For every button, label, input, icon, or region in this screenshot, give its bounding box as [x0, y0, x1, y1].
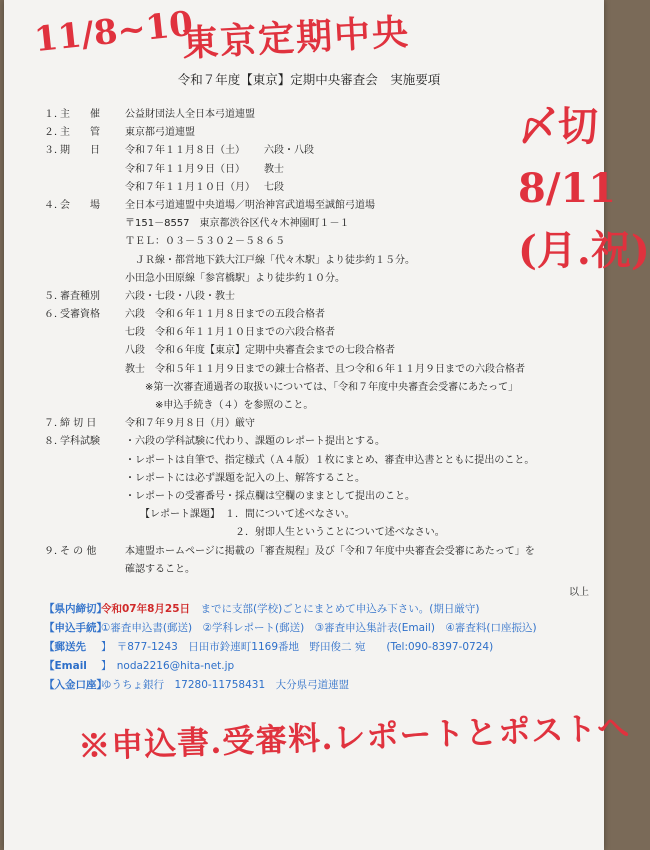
info-label: 【Email [44, 660, 87, 672]
item-value-secondary: 教士 [264, 163, 284, 175]
item-value: ＪＲ線・都営地下鉄大江戸線「代々木駅」より徒歩約１５分。 [125, 254, 415, 266]
handwritten-title: 東京定期中央 [181, 11, 412, 65]
item-value: 令和７年１１月８日（土） [125, 145, 245, 157]
item-value: 教士 令和５年１１月９日までの錬士合格者、且つ令和６年１１月９日までの六段合格者 [125, 363, 525, 375]
handwritten-note: ※申込書.受審料.レポートとポストへ [77, 708, 631, 766]
closing-mark: 以上 [569, 587, 589, 598]
item-value: 令和７年１１月１０日（月） [125, 181, 255, 193]
item-value: 公益財団法人全日本弓道連盟 [125, 109, 255, 120]
item-number: ２． [44, 127, 64, 139]
info-label: 【申込手続】 [44, 622, 107, 634]
item-number: ３． [44, 145, 64, 157]
info-value [101, 600, 479, 619]
item-label: 受審資格 [60, 309, 100, 321]
item-number: ６． [44, 309, 64, 321]
item-value: ・六段の学科試験に代わり、課題のレポート提出とする。 [125, 436, 385, 448]
item-value: 六段・七段・八段・教士 [125, 290, 235, 302]
item-number: ９． [44, 545, 64, 557]
document-page [4, 0, 650, 850]
item-number: １． [44, 109, 64, 120]
item-label: 会 場 [60, 199, 100, 211]
item-value-secondary: 七段 [264, 181, 284, 193]
item-label: 審査種別 [60, 290, 100, 302]
item-value: ＴＥＬ：０３－５３０２－５８６５ [125, 236, 285, 248]
item-number: ７． [44, 418, 64, 430]
info-value: 】 noda2216@hita-net.jp [101, 660, 235, 672]
info-label: 【入金口座】 [44, 679, 107, 691]
deadline-note: までに支部(学校)ごとにまとめて申込み下さい。(期日厳守) [190, 603, 480, 615]
item-value: 〒151－8557 東京都渋谷区代々木神園町１－１ [125, 218, 350, 230]
item-value: 【レポート課題】 １．間について述べなさい。 [125, 509, 355, 521]
item-number: ５． [44, 290, 64, 302]
item-value: ※申込手続き（４）を参照のこと。 [125, 400, 314, 411]
info-value: ゆうちょ銀行 17280-11758431 大分県弓道連盟 [101, 679, 350, 691]
item-label: 締 切 日 [60, 418, 97, 430]
item-value: ・レポートの受審番号・採点欄は空欄のままとして提出のこと。 [125, 490, 415, 502]
handwritten-deadline-line: 8/11 [518, 165, 617, 212]
deadline-date: 令和07年8月25日 [101, 603, 191, 615]
handwritten-deadline-line: (月.祝) [518, 227, 650, 274]
item-value: 八段 令和６年度【東京】定期中央審査会までの七段合格者 [125, 345, 395, 357]
item-value: 令和７年９月８日（月）厳守 [125, 418, 255, 430]
item-value: 令和７年１１月９日（日） [125, 163, 245, 175]
item-value: ※第一次審査通過者の取扱いについては、「令和７年度中央審査会受審にあたって」 [125, 381, 519, 393]
item-value: 小田急小田原線「参宮橋駅」より徒歩約１０分。 [125, 272, 345, 284]
document-title: 令和７年度【東京】定期中央審査会 実施要項 [177, 72, 441, 87]
item-value: 本連盟ホームページに掲載の「審査規程」及び「令和７年度中央審査会受審にあたって」を [125, 545, 535, 557]
item-value: 六段 令和６年１１月８日までの五段合格者 [125, 309, 325, 321]
handwritten-deadline [518, 96, 650, 282]
item-label: そ の 他 [60, 545, 97, 557]
item-value: ２．射即人生ということについて述べなさい。 [125, 527, 445, 539]
item-number: ４． [44, 199, 64, 211]
info-value: ①審査申込書(郵送) ②学科レポート(郵送) ③審査申込集計表(Email) ④審査料(口座振込) [101, 622, 537, 634]
item-label: 主 催 [60, 109, 100, 120]
handwritten-deadline-line: 〆切 [518, 103, 598, 150]
item-number: ８． [44, 436, 64, 448]
item-value: 確認すること。 [125, 563, 195, 575]
info-label: 【県内締切】 [44, 603, 107, 615]
item-value-secondary: 六段・八段 [264, 145, 314, 157]
item-label: 期 日 [60, 145, 100, 157]
item-value: ・レポートは自筆で、指定様式（Ａ４版）１枚にまとめ、審査申込書とともに提出のこと。 [125, 454, 535, 466]
item-label: 主 管 [60, 127, 100, 139]
item-value: 全日本弓道連盟中央道場／明治神宮武道場至誠館弓道場 [125, 199, 375, 211]
item-value: 七段 令和６年１１月１０日までの六段合格者 [125, 327, 335, 339]
info-value: 】 〒877-1243 日田市鈴連町1169番地 野田俊二 宛 (Tel:090-8397-0724) [101, 641, 494, 653]
item-label: 学科試験 [60, 436, 100, 448]
item-value: 東京都弓道連盟 [125, 127, 195, 139]
info-label: 【郵送先 [44, 641, 86, 653]
item-value: ・レポートには必ず課題を記入の上、解答すること。 [125, 472, 365, 484]
handwritten-date: 11/8~10 [32, 3, 195, 61]
